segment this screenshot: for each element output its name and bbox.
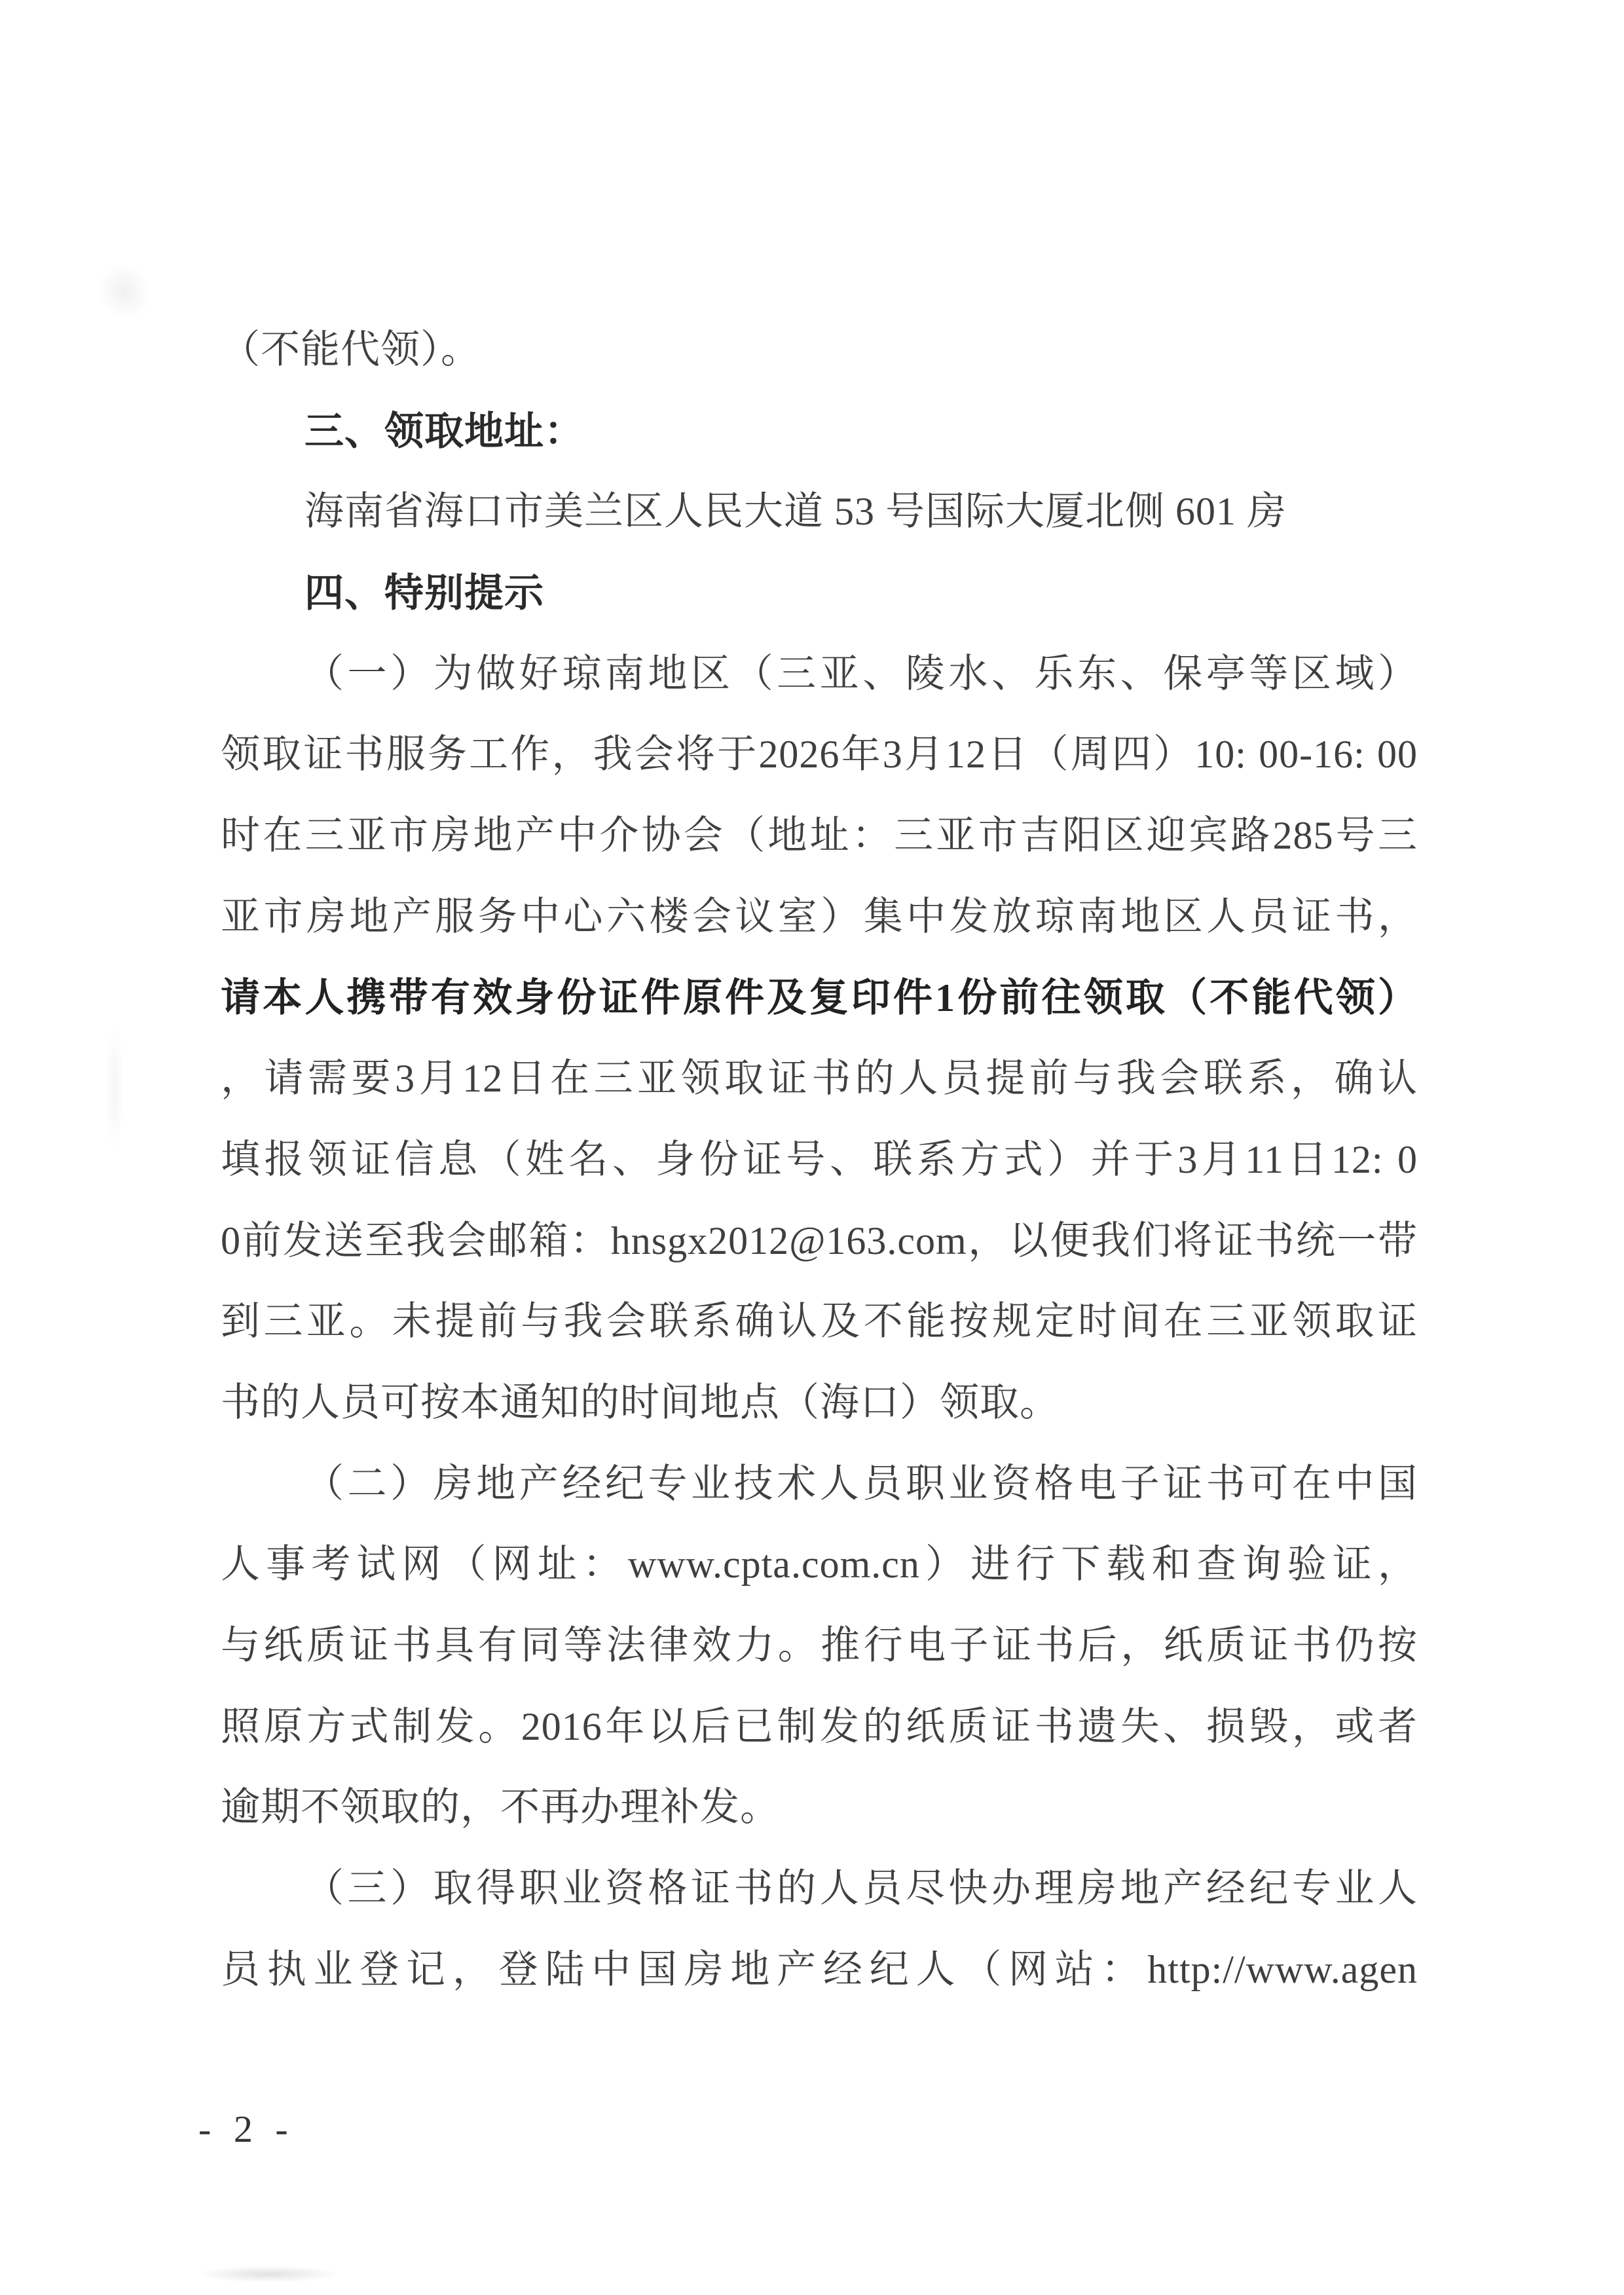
document-body	[221, 310, 1418, 2010]
paragraph-line: 填报领证信息（姓名、身份证号、联系方式）并于3月11日12: 0	[221, 1137, 1418, 1181]
paragraph-line: 亚市房地产服务中心六楼会议室）集中发放琼南地区人员证书，	[221, 894, 1418, 938]
page-number: - 2 -	[198, 2108, 295, 2150]
paragraph-line: 员执业登记，登陆中国房地产经纪人（网站：http://www.agen	[221, 1947, 1418, 1991]
section-heading: 四、特别提示	[304, 571, 544, 615]
paragraph-line: （一）为做好琼南地区（三亚、陵水、乐东、保亭等区域）	[304, 652, 1418, 695]
paragraph-line: 人事考试网（网址：www.cpta.com.cn）进行下载和查询验证，	[221, 1543, 1418, 1587]
paragraph-line: 与纸质证书具有同等法律效力。推行电子证书后，纸质证书仍按	[221, 1624, 1418, 1667]
scan-smudge	[87, 253, 162, 330]
paragraph-line: （三）取得职业资格证书的人员尽快办理房地产经纪专业人	[304, 1867, 1418, 1911]
paragraph-line: 时在三亚市房地产中介协会（地址：三亚市吉阳区迎宾路285号三	[221, 814, 1418, 858]
paragraph-line: 海南省海口市美兰区人民大道 53 号国际大厦北侧 601 房	[304, 490, 1287, 534]
paragraph-line-emphasis: 请本人携带有效身份证件原件及复印件1份前往领取（不能代领）	[221, 976, 1418, 1019]
paragraph-line: 到三亚。未提前与我会联系确认及不能按规定时间在三亚领取证	[221, 1300, 1418, 1344]
section-heading: 三、领取地址：	[304, 409, 584, 453]
scan-smudge	[105, 1021, 124, 1152]
paragraph-line: 照原方式制发。2016年以后已制发的纸质证书遗失、损毁，或者	[221, 1704, 1418, 1748]
paragraph-line: 领取证书服务工作，我会将于2026年3月12日（周四）10: 00-16: 00	[221, 733, 1418, 777]
scan-smudge	[196, 2266, 341, 2283]
paragraph-line: ，请需要3月12日在三亚领取证书的人员提前与我会联系，确认	[221, 1057, 1418, 1101]
paragraph-line: 逾期不领取的，不再办理补发。	[221, 1786, 780, 1829]
paragraph-line: （二）房地产经纪专业技术人员职业资格电子证书可在中国	[304, 1461, 1418, 1505]
paragraph-line: （不能代领）。	[221, 328, 481, 371]
paragraph-line: 0前发送至我会邮箱：hnsgx2012@163.com，以便我们将证书统一带	[221, 1219, 1418, 1262]
paragraph-line: 书的人员可按本通知的时间地点（海口）领取。	[221, 1380, 1060, 1424]
